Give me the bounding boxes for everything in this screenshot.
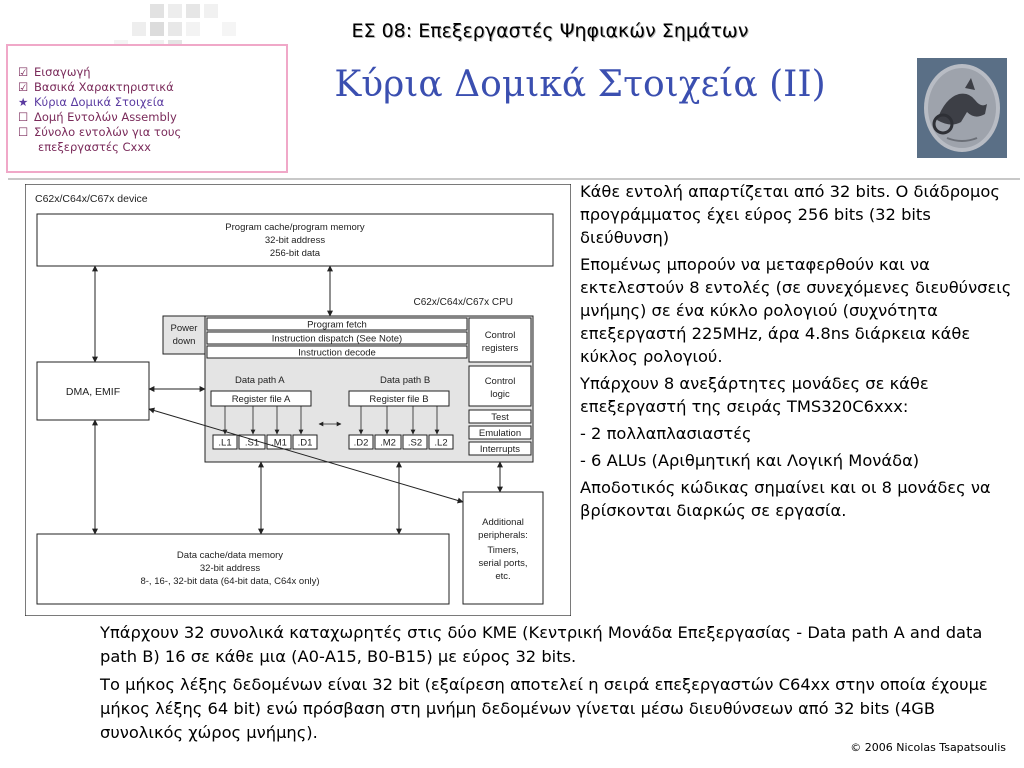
data-path-a-label: Data path A xyxy=(235,375,285,386)
navigation-box xyxy=(6,44,288,173)
power-down-box xyxy=(163,316,205,354)
paragraph: Αποδοτικός κώδικας σημαίνει και οι 8 μονάδες να βρίσκονται διαρκώς σε εργασία. xyxy=(580,478,991,520)
svg-text:.S1: .S1 xyxy=(244,437,260,449)
svg-text:Power: Power xyxy=(170,323,198,334)
svg-text:Interrupts: Interrupts xyxy=(479,444,521,455)
svg-text:Additional: Additional xyxy=(482,517,524,528)
svg-text:Timers,: Timers, xyxy=(487,545,519,556)
svg-text:Program fetch: Program fetch xyxy=(307,319,367,331)
svg-text:Control: Control xyxy=(484,330,516,341)
data-path-b-label: Data path B xyxy=(380,375,431,386)
paragraph: - 6 ALUs (Αριθμητική και Λογική Μονάδα) xyxy=(580,451,920,470)
nav-item-assembly[interactable]: ☐ Δομή Εντολών Assembly xyxy=(18,110,177,124)
paragraph: Υπάρχουν 32 συνολικά καταχωρητές στις δύο ΚΜΕ (Κεντρική Μονάδα Επεξεργασίας - Data path A and data path B) 16 σε κάθε μια (Α0-Α15, Β0-Β15) με εύρος 32 bits. xyxy=(100,623,983,666)
svg-text:Data cache/data memory: Data cache/data memory xyxy=(176,550,284,561)
svg-text:32-bit address: 32-bit address xyxy=(199,563,261,574)
svg-text:Instruction decode: Instruction decode xyxy=(298,347,376,359)
star-icon: ★ xyxy=(18,95,29,109)
slide-title: Κύρια Δομικά Στοιχεία (ΙΙ) xyxy=(334,64,826,105)
svg-text:Instruction dispatch (See Note: Instruction dispatch (See Note) xyxy=(271,333,403,345)
svg-text:Control: Control xyxy=(484,376,516,387)
units-b xyxy=(349,435,453,449)
right-text-column xyxy=(580,180,1012,526)
svg-text:DMA, EMIF: DMA, EMIF xyxy=(65,386,121,398)
device-label: C62x/C64x/C67x device xyxy=(35,193,148,205)
svg-text:logic: logic xyxy=(490,389,510,400)
checkbox-checked-icon: ☑ xyxy=(18,65,29,79)
paragraph: - 2 πολλαπλασιαστές xyxy=(580,424,752,443)
svg-text:32-bit address: 32-bit address xyxy=(264,235,326,246)
svg-text:etc.: etc. xyxy=(495,571,511,582)
svg-text:Register file B: Register file B xyxy=(369,394,429,405)
svg-text:Program cache/program memory: Program cache/program memory xyxy=(225,222,365,233)
svg-text:down: down xyxy=(172,336,196,347)
bottom-text-block xyxy=(100,621,1005,749)
svg-text:.D2: .D2 xyxy=(353,437,369,449)
paragraph: Επομένως μπορούν να μεταφερθούν και να εκτελεστούν 8 εντολές (σε συνεχόμενες διευθύνσεις μνήμης) σε ένα κύκλο ρολογιού (συχνότητα επεξεργαστή 225MHz, άρα 4.8ns διάρκεια κάθε κύκλος ρολογιού. xyxy=(580,255,1012,366)
course-title: ΕΣ 08: Επεξεργαστές Ψηφιακών Σημάτων xyxy=(351,20,749,42)
svg-text:Emulation: Emulation xyxy=(478,428,522,439)
paragraph: Κάθε εντολή απαρτίζεται από 32 bits. Ο διάδρομος προγράμματος έχει εύρος 256 bits (32 bits διεύθυνση) xyxy=(580,182,1000,247)
svg-text:peripherals:: peripherals: xyxy=(478,530,528,541)
svg-text:8-, 16-, 32-bit data (64-bit d: 8-, 16-, 32-bit data (64-bit data, C64x only) xyxy=(140,576,320,587)
svg-text:.S2: .S2 xyxy=(407,437,423,449)
checkbox-checked-icon: ☑ xyxy=(18,80,29,94)
svg-text:serial ports,: serial ports, xyxy=(478,558,528,569)
svg-text:.M1: .M1 xyxy=(271,437,287,449)
svg-text:.L2: .L2 xyxy=(434,437,448,449)
copyright-notice: © 2006 Nicolas Tsapatsoulis xyxy=(850,741,1006,754)
checkbox-empty-icon: ☐ xyxy=(18,110,29,124)
svg-text:Register file A: Register file A xyxy=(231,394,291,405)
checkbox-empty-icon: ☐ xyxy=(18,125,29,139)
svg-text:.M2: .M2 xyxy=(380,437,396,449)
nav-item-instruction-set-cont[interactable]: επεξεργαστές Cxxx xyxy=(38,140,151,154)
ancient-coin-image xyxy=(917,58,1007,158)
nav-item-intro[interactable]: ☑ Εισαγωγή xyxy=(18,65,91,79)
nav-item-features[interactable]: ☑ Βασικά Χαρακτηριστικά xyxy=(18,80,174,94)
nav-item-building-blocks[interactable]: ★ Κύρια Δομικά Στοιχεία xyxy=(18,95,165,109)
svg-text:.D1: .D1 xyxy=(297,437,313,449)
cpu-block-diagram xyxy=(25,184,571,616)
svg-text:registers: registers xyxy=(481,343,519,354)
paragraph: Το μήκος λέξης δεδομένων είναι 32 bit (εξαίρεση αποτελεί η σειρά επεξεργαστών C64xx στην οποία έχουμε μήκος λέξης 64 bit) ενώ πρόσβαση στη μνήμη δεδομένων γίνεται μέσω διευθύνσεων από 32 bits (4GB συνολικός χώρος μνήμης). xyxy=(100,675,988,742)
units-a xyxy=(213,435,317,449)
svg-text:.L1: .L1 xyxy=(218,437,232,449)
nav-item-instruction-set[interactable]: ☐ Σύνολο εντολών για τους xyxy=(18,125,182,139)
svg-text:256-bit data: 256-bit data xyxy=(269,248,321,259)
cpu-label: C62x/C64x/C67x CPU xyxy=(413,297,513,308)
svg-text:Test: Test xyxy=(491,412,509,423)
paragraph: Υπάρχουν 8 ανεξάρτητες μονάδες σε κάθε επεξεργαστή της σειράς TMS320C6xxx: xyxy=(580,374,929,416)
